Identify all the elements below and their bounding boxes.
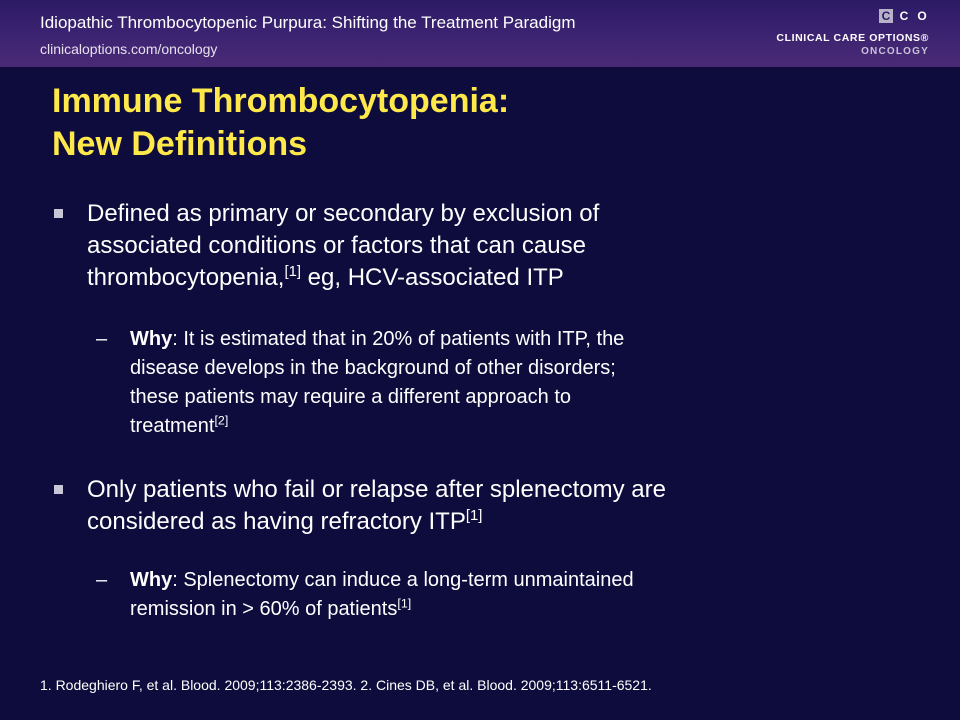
- bullet-text: [87, 198, 917, 294]
- bullet-line: Only patients who fail or relapse after splenectomy are: [87, 476, 666, 503]
- bullet-line: associated conditions or factors that can cause: [87, 232, 586, 259]
- citation-ref: [1]: [465, 508, 483, 524]
- bullet-line: [87, 262, 917, 294]
- bullet-text-segment: eg, HCV-associated ITP: [301, 264, 564, 291]
- citation-ref: [2]: [214, 413, 229, 428]
- sub-bullet-line: disease develops in the background of other disorders;: [130, 357, 616, 379]
- logo-subtitle: ONCOLOGY: [861, 46, 929, 57]
- bullet-text-segment: considered as having refractory ITP: [87, 508, 466, 535]
- sub-bullet-text-segment: : It is estimated that in 20% of patients with ITP, the: [172, 328, 625, 350]
- slide-title-line-1: Immune Thrombocytopenia:: [52, 82, 510, 120]
- sub-bullet-line: [130, 325, 870, 354]
- citation-ref: [1]: [397, 596, 412, 611]
- citation-ref: [1]: [284, 264, 301, 280]
- cco-logo-mark: [879, 9, 929, 23]
- references-footnote: 1. Rodeghiero F, et al. Blood. 2009;113:2386-2393. 2. Cines DB, et al. Blood. 2009;113:6511-6521.: [40, 677, 652, 693]
- bullet-line: Defined as primary or secondary by exclusion of: [87, 200, 600, 227]
- logo-letter-c1: C: [879, 9, 893, 23]
- sub-bullet-line: these patients may require a different approach to: [130, 386, 572, 408]
- bullet-text: [87, 474, 917, 538]
- logo-name: CLINICAL CARE OPTIONS®: [776, 32, 929, 44]
- website-url[interactable]: clinicaloptions.com/oncology: [40, 41, 218, 57]
- logo-letter-o: O: [917, 9, 927, 23]
- dash-marker: –: [96, 569, 108, 591]
- square-bullet-icon: [54, 209, 63, 218]
- presentation-title: Idiopathic Thrombocytopenic Purpura: Shifting the Treatment Paradigm: [40, 13, 576, 32]
- sub-bullet-text-segment: treatment: [130, 415, 215, 437]
- why-label: Why: [130, 328, 173, 350]
- square-bullet-icon: [54, 485, 63, 494]
- logo-letter-c2: C: [899, 9, 909, 23]
- cco-logo: [722, 9, 932, 61]
- sub-bullet-text-segment: : Splenectomy can induce a long-term unmaintained: [172, 569, 634, 591]
- header-band: [0, 0, 960, 67]
- why-label: Why: [130, 569, 173, 591]
- sub-bullet-text: [130, 325, 870, 441]
- sub-bullet-text: [130, 566, 870, 624]
- sub-bullet-line: [130, 412, 870, 441]
- slide-title: [52, 80, 509, 166]
- sub-bullet-line: [130, 595, 870, 624]
- bullet-line: [87, 506, 917, 538]
- slide-title-line-2: New Definitions: [52, 125, 308, 163]
- sub-bullet-text-segment: remission in > 60% of patients: [130, 598, 398, 620]
- dash-marker: –: [96, 328, 108, 350]
- sub-bullet-line: [130, 566, 870, 595]
- bullet-text-segment: thrombocytopenia,: [87, 264, 285, 291]
